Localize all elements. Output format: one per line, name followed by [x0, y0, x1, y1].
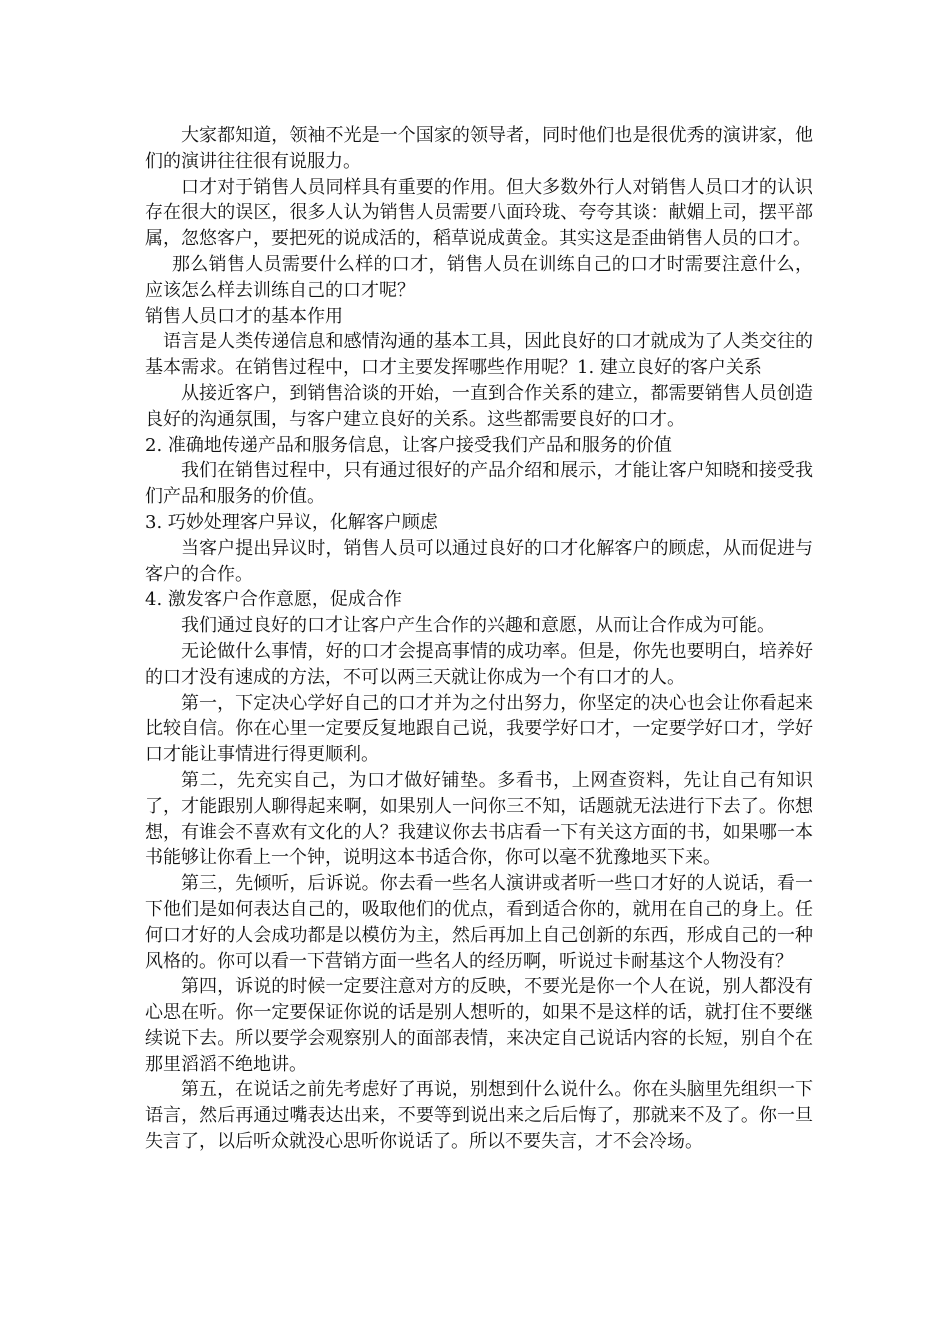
paragraph: 大家都知道，领袖不光是一个国家的领导者，同时他们也是很优秀的演讲家，他们的演讲往往很有说服力。	[145, 125, 813, 172]
paragraph: 当客户提出异议时，销售人员可以通过良好的口才化解客户的顾虑，从而促进与客户的合作。	[145, 537, 813, 585]
paragraph: 口才对于销售人员同样具有重要的作用。但大多数外行人对销售人员口才的认识存在很大的误区，很多人认为销售人员需要八面玲珑、夸夸其谈：献媚上司，摆平部属，忽悠客户，要把死的说成活的，稻草说成黄金。其实这是歪曲销售人员的口才。	[145, 176, 813, 250]
section-heading: 2. 准确地传递产品和服务信息，让客户接受我们产品和服务的价值	[145, 434, 672, 456]
paragraph: 我们在销售过程中，只有通过很好的产品介绍和展示，才能让客户知晓和接受我们产品和服务的价值。	[145, 460, 813, 508]
paragraph: 第一，下定决心学好自己的口才并为之付出努力，你坚定的决心也会让你看起来比较自信。你在心里一定要反复地跟自己说，我要学好口才，一定要学好口才，学好口才能让事情进行得更顺利。	[145, 692, 813, 766]
section-heading: 销售人员口才的基本作用	[145, 305, 343, 327]
document-body	[145, 123, 813, 1155]
section-heading: 3. 巧妙处理客户异议，化解客户顾虑	[145, 511, 438, 533]
paragraph: 第四，诉说的时候一定要注意对方的反映，不要光是你一个人在说，别人都没有心思在听。你一定要保证你说的话是别人想听的，如果不是这样的话，就打住不要继续说下去。所以要学会观察别人的面部表情，来决定自己说话内容的长短，别自个在那里滔滔不绝地讲。	[145, 976, 813, 1075]
paragraph: 第三，先倾听，后诉说。你去看一些名人演讲或者听一些口才好的人说话，看一下他们是如何表达自己的，吸取他们的优点，看到适合你的，就用在自己的身上。任何口才好的人会成功都是以模仿为主，然后再加上自己创新的东西，形成自己的一种风格的。你可以看一下营销方面一些名人的经历啊，听说过卡耐基这个人物没有？	[145, 873, 813, 972]
paragraph: 第二，先充实自己，为口才做好铺垫。多看书，上网查资料，先让自己有知识了，才能跟别人聊得起来啊，如果别人一问你三不知，话题就无法进行下去了。你想想，有谁会不喜欢有文化的人？我建议你去书店看一下有关这方面的书，如果哪一本书能够让你看上一个钟，说明这本书适合你，你可以毫不犹豫地买下来。	[145, 769, 813, 869]
paragraph: 无论做什么事情，好的口才会提高事情的成功率。但是，你先也要明白，培养好的口才没有速成的方法，不可以两三天就让你成为一个有口才的人。	[145, 640, 813, 688]
paragraph: 那么销售人员需要什么样的口才，销售人员在训练自己的口才时需要注意什么，应该怎么样去训练自己的口才呢？	[145, 253, 813, 301]
paragraph: 语言是人类传递信息和感情沟通的基本工具，因此良好的口才就成为了人类交往的基本需求。在销售过程中，口才主要发挥哪些作用呢？1. 建立良好的客户关系	[145, 331, 813, 379]
paragraph: 我们通过良好的口才让客户产生合作的兴趣和意愿，从而让合作成为可能。	[181, 615, 775, 637]
paragraph: 第五，在说话之前先考虑好了再说，别想到什么说什么。你在头脑里先组织一下语言，然后再通过嘴表达出来，不要等到说出来之后后悔了，那就来不及了。你一旦失言了，以后听众就没心思听你说话了。所以不要失言，才不会冷场。	[145, 1079, 813, 1153]
paragraph: 从接近客户，到销售洽谈的开始，一直到合作关系的建立，都需要销售人员创造良好的沟通氛围，与客户建立良好的关系。这些都需要良好的口才。	[145, 382, 813, 430]
section-heading: 4. 激发客户合作意愿，促成合作	[145, 589, 402, 611]
